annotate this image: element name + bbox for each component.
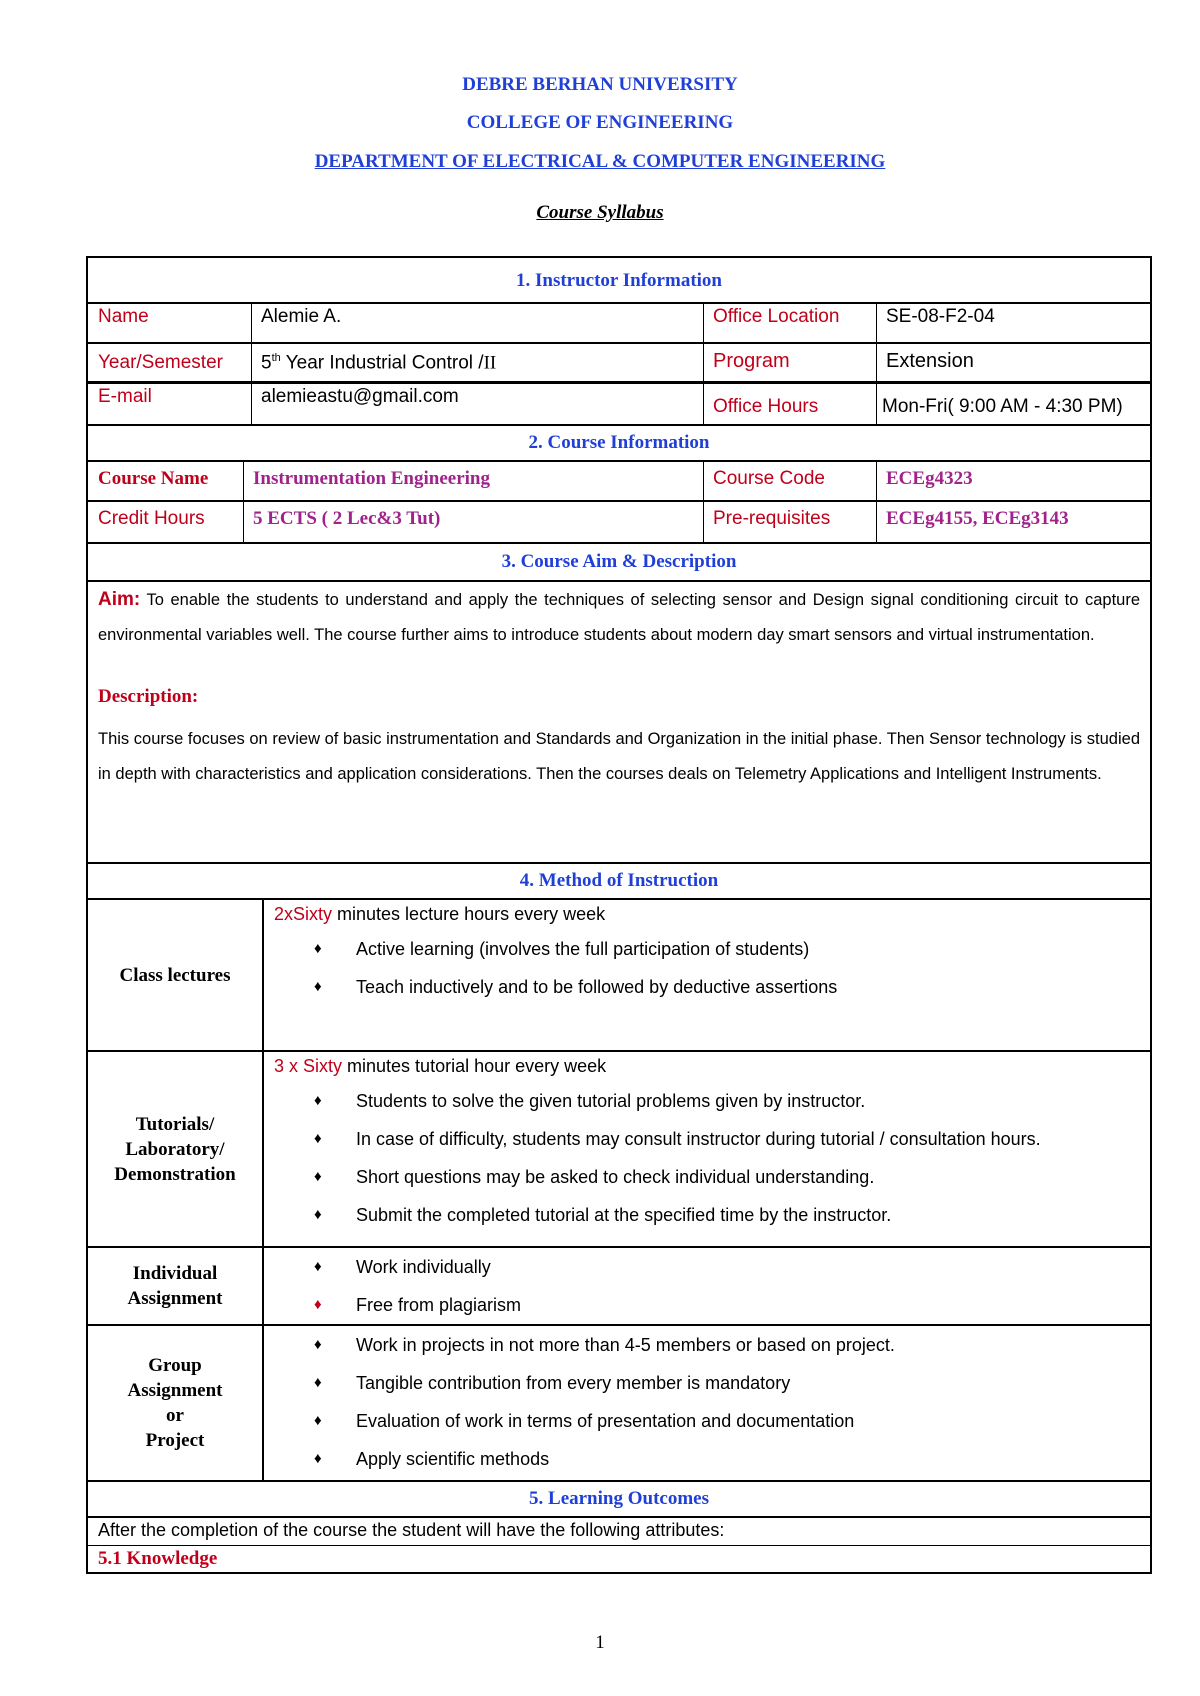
droplet-bullet-icon: ♦	[314, 1130, 322, 1147]
course-row-credit	[86, 502, 1152, 544]
method-section-header	[86, 864, 1152, 900]
tutorials-row	[86, 1052, 1152, 1248]
droplet-bullet-icon: ♦	[314, 1092, 322, 1109]
instructor-row-year	[86, 344, 1152, 384]
office-hours-value: Mon-Fri( 9:00 AM - 4:30 PM)	[882, 396, 1123, 417]
list-item: ♦ Evaluation of work in terms of presentation and documentation	[274, 1402, 1150, 1440]
droplet-bullet-icon: ♦	[314, 978, 322, 995]
list-item: ♦ Work individually	[274, 1248, 1150, 1286]
section-title: 5. Learning Outcomes	[529, 1488, 709, 1509]
list-item: ♦ Short questions may be asked to check individual understanding.	[274, 1158, 1150, 1196]
individual-assignment-content	[262, 1248, 1150, 1324]
aim-text: To enable the students to understand and apply the techniques of selecting sensor and Design signal conditioning circuit to capture environmental variables well. The course further aims to introduce students about modern day smart sensors and virtual instrumentation.	[98, 591, 1140, 644]
droplet-bullet-icon: ♦	[314, 1206, 322, 1223]
email-label: E-mail	[98, 386, 152, 407]
list-item: ♦ Work in projects in not more than 4-5 members or based on project.	[274, 1326, 1150, 1364]
list-item: ♦ Active learning (involves the full participation of students)	[274, 930, 1150, 968]
list-item: ♦ Apply scientific methods	[274, 1440, 1150, 1478]
university-name: DEBRE BERHAN UNIVERSITY	[462, 74, 738, 95]
course-row-name	[86, 462, 1152, 502]
outcomes-intro-row	[86, 1518, 1152, 1546]
class-lectures-label: Class lectures	[88, 900, 264, 1050]
individual-assignment-label: Individual Assignment	[88, 1248, 264, 1324]
course-code-value: ECEg4323	[886, 468, 973, 489]
tutorials-label: Tutorials/ Laboratory/ Demonstration	[88, 1052, 264, 1246]
outcomes-section-header	[86, 1482, 1152, 1518]
email-value: alemieastu@gmail.com	[261, 386, 459, 407]
prereq-label: Pre-requisites	[713, 508, 831, 529]
description-label: Description:	[98, 686, 199, 707]
droplet-bullet-icon: ♦	[314, 1336, 322, 1353]
tutorials-content	[262, 1052, 1150, 1246]
course-name-value: Instrumentation Engineering	[253, 468, 490, 489]
droplet-bullet-icon: ♦	[314, 1412, 322, 1429]
list-item: ♦ Students to solve the given tutorial problems given by instructor.	[274, 1082, 1150, 1120]
course-code-label: Course Code	[713, 468, 825, 489]
aim-section-header	[86, 544, 1152, 582]
droplet-bullet-icon: ♦	[314, 940, 322, 957]
prereq-value: ECEg4155, ECEg3143	[886, 508, 1069, 529]
tutorials-lead: 3 x Sixty minutes tutorial hour every week	[274, 1056, 607, 1076]
name-value: Alemie A.	[261, 306, 342, 327]
droplet-bullet-icon: ♦	[314, 1258, 322, 1275]
credit-value: 5 ECTS ( 2 Lec&3 Tut)	[253, 508, 441, 529]
class-lectures-row	[86, 900, 1152, 1052]
droplet-bullet-icon: ♦	[314, 1374, 322, 1391]
college-name: COLLEGE OF ENGINEERING	[466, 112, 734, 133]
list-item: ♦ Tangible contribution from every member is mandatory	[274, 1364, 1150, 1402]
aim-description-body	[86, 582, 1152, 864]
office-location-label: Office Location	[713, 306, 840, 327]
class-lectures-lead: 2xSixty minutes lecture hours every week	[274, 904, 606, 924]
droplet-bullet-icon: ♦	[314, 1296, 322, 1313]
knowledge-label: 5.1 Knowledge	[98, 1548, 218, 1569]
section-title: 1. Instructor Information	[515, 270, 722, 291]
list-item: ♦ In case of difficulty, students may consult instructor during tutorial / consultation hours.	[274, 1120, 1150, 1158]
credit-label: Credit Hours	[98, 508, 205, 529]
page-number: 1	[595, 1632, 605, 1653]
class-lectures-content	[262, 900, 1150, 1050]
droplet-bullet-icon: ♦	[314, 1450, 322, 1467]
instructor-section-header	[86, 256, 1152, 304]
section-title: 3. Course Aim & Description	[501, 551, 737, 572]
knowledge-row	[86, 1546, 1152, 1574]
name-label: Name	[98, 306, 149, 327]
aim-label: Aim:	[98, 589, 141, 610]
year-value: 5th Year Industrial Control /II	[261, 352, 497, 374]
instructor-row-name	[86, 302, 1152, 344]
droplet-bullet-icon: ♦	[314, 1168, 322, 1185]
list-item: ♦ Submit the completed tutorial at the specified time by the instructor.	[274, 1196, 1150, 1234]
aim-paragraph	[98, 582, 1140, 653]
course-section-header	[86, 426, 1152, 462]
list-item: ♦ Teach inductively and to be followed by deductive assertions	[274, 968, 1150, 1006]
year-label: Year/Semester	[98, 352, 223, 373]
program-label: Program	[713, 350, 790, 372]
individual-assignment-row	[86, 1248, 1152, 1326]
course-name-label: Course Name	[98, 468, 209, 489]
document-title: Course Syllabus	[536, 202, 664, 223]
program-value: Extension	[886, 350, 974, 372]
section-title: 2. Course Information	[528, 432, 710, 453]
section-title: 4. Method of Instruction	[519, 870, 719, 891]
outcomes-intro: After the completion of the course the student will have the following attributes:	[98, 1520, 725, 1540]
instructor-row-email	[86, 384, 1152, 426]
office-hours-label: Office Hours	[713, 396, 819, 417]
description-text: This course focuses on review of basic instrumentation and Standards and Organization in the initial phase. Then Sensor technology is studied in depth with characteristics and application considerations. Then the courses deals on Telemetry Applications and Intelligent Instruments.	[98, 730, 1140, 783]
group-assignment-label: Group Assignment or Project	[88, 1326, 264, 1480]
office-location-value: SE-08-F2-04	[886, 306, 995, 327]
department-name: DEPARTMENT OF ELECTRICAL & COMPUTER ENGINEERING	[314, 151, 886, 172]
group-assignment-content	[262, 1326, 1150, 1480]
group-assignment-row	[86, 1326, 1152, 1482]
list-item: ♦ Free from plagiarism	[274, 1286, 1150, 1324]
